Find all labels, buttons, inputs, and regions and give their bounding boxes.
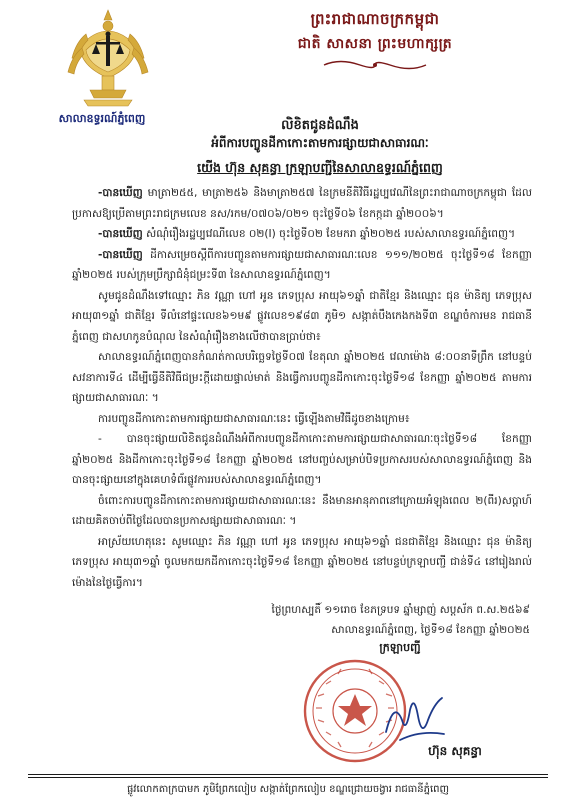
paragraph-conclusion: អាស្រ័យហេតុនេះ សូមឈ្មោះ ភិន វណ្ណា ហៅ អូន ភេទប្រុស អាយុ៦១ឆ្នាំ ជនជាតិខ្មែរ និងឈ្មោះ ជុន ម៉ានិត្យ ភេទប្រុស អាយុ៣១ឆ្នាំ ចូលមកយកដីកាកោះចុះថ្ងៃទី១៨ ខែកញ្ញា ឆ្នាំ២០២៥ នៅបន្ទប់ក្រឡាបញ្ជី ជាន់ទី៤ នៅរៀងរាល់ម៉ោងនៃថ្ងៃធ្វើការ។ (72, 535, 532, 589)
footer-divider (28, 774, 548, 775)
signer-name: ហ៊ុន សុគន្ធា (428, 744, 482, 758)
handwritten-signature (380, 690, 450, 750)
document-body (72, 183, 532, 593)
paragraph-reference-3 (72, 245, 532, 286)
reference-lead: -បានឃើញ (98, 187, 143, 199)
reference-lead: -បានឃើញ (98, 248, 143, 261)
footer-divider (28, 777, 548, 778)
paragraph-method-intro: ការបញ្ចូនដីកាកោះតាមការផ្សាយជាសាធារណៈនេះ ធ្វើឡើងតាមវិធីដូចខាងក្រោម៖ (98, 412, 410, 425)
court-name: សាលាឧទ្ធរណ៍ភ្នំពេញ (58, 112, 146, 125)
paragraph-method-detail: - បានចុះផ្សាយលិខិតជូនដំណឹងអំពីការបញ្ចូនដីកាកោះតាមការផ្សាយជាសាធារណៈចុះថ្ងៃទី១៨ ខែកញ្ញា ឆ្នាំ២០២៥ និងដីកាកោះចុះថ្ងៃទី១៨ ខែកញ្ញា ឆ្នាំ២០២៥ នៅបញ្ចប់សម្រាប់បិទប្រកាសរបស់សាលាឧទ្ធរណ៍ភ្នំពេញ និងបានចុះផ្សាយនៅក្នុងគេហទំព័រផ្លូវការរបស់សាលាឧទ្ធរណ៍ភ្នំពេញ។ (72, 433, 532, 486)
reference-text: មាត្រា២៥៥, មាត្រា២៥៦ និងមាត្រា២៥៧ នៃក្រមនីតិវិធីរដ្ឋប្បវេណីនៃព្រះរាជាណាចក្រកម្ពុជា ដែលប្រកាសឱ្យប្រើតាមព្រះរាជក្រមលេខ នស/រកម/០៧០៦/០២១ ចុះថ្ងៃទី០៦ ខែកក្កដា ឆ្នាំ២០០៦។ (72, 187, 532, 220)
paragraph-notice-parties: សូមជូនដំណឹងទៅឈ្មោះ ភិន វណ្ណា ហៅ អូន ភេទប្រុស អាយុ៦១ឆ្នាំ ជាតិខ្មែរ និងឈ្មោះ ជុន ម៉ានិត្យ ភេទប្រុស អាយុ៣១ឆ្នាំ ជាតិខ្មែរ ទីលំនៅផ្ទះលេខ៦១ម៩ ផ្លូវលេខ១៩៨៣ ភូមិ១ សង្កាត់បឹងកេងកងទី៣ ខណ្ឌចំការមន រាជធានីភ្នំពេញ ជាសហកូនបំណុល នៃសំណុំរឿងខាងលើថាបានប្រាប់ថា៖ (72, 289, 532, 343)
paragraph-reference-1 (72, 183, 532, 224)
lunar-date: ថ្ងៃព្រហស្បតិ៍ ១១រោច ខែភទ្របទ ឆ្នាំម្សាញ់ សប្តស័ក ព.ស.២៥៦៩ (271, 604, 530, 616)
reference-text: សំណុំរឿងរដ្ឋប្បវេណីលេខ ០២(I) ចុះថ្ងៃទី០២ ខែមករា ឆ្នាំ២០២៥ របស់សាលាឧទ្ធរណ៍ភ្នំពេញ។ (142, 228, 516, 240)
footer-address: ផ្លូវលោកតាក្របាមក ភូមិព្រែកលៀប សង្កាត់ព្រែកលៀប ខណ្ឌជ្រោយចង្វារ រាជធានីភ្នំពេញ (126, 784, 450, 795)
document-subtitle: អំពីការបញ្ចូនដីកាកោះតាមការផ្សាយជាសាធារណៈ (211, 136, 429, 150)
paragraph-effect: ចំពោះការបញ្ចូនដីកាកោះតាមការផ្សាយជាសាធារណៈនេះ នឹងមានអានុភាពនៅក្រោយអំឡុងពេល ២(ពីរ)សប្តាហ៍ ដោយគិតចាប់ពីថ្ងៃដែលបានប្រកាសផ្សាយជាសាធារណៈ ។ (72, 494, 532, 527)
issuer-line: យើង ហ៊ុន សុគន្ធា ក្រឡាបញ្ជីនៃសាលាឧទ្ធរណ៍ភ្នំពេញ (197, 160, 443, 175)
signer-title: ក្រឡាបញ្ជី (379, 641, 421, 654)
header-ornament (320, 58, 430, 72)
court-emblem (62, 6, 154, 110)
paragraph-hearing-date: សាលាឧទ្ធរណ៍ភ្នំពេញបានកំណត់កាលបរិច្ឆេទថ្ងៃទី០៧ ខែតុលា ឆ្នាំ២០២៥ វេលាម៉ោង ៨:០០នាទីព្រឹក នៅបន្ទប់សវនាការទី៤ ដើម្បីធ្វើនីតិវិធីជម្រះក្តីដោយផ្ទាល់មាត់ និងធ្វើការបញ្ចូនដីកាកោះចុះថ្ងៃទី១៨ ខែកញ្ញា ឆ្នាំ២០២៥ តាមការផ្សាយជាសាធារណៈ ។ (72, 351, 532, 404)
kingdom-heading: ព្រះរាជាណាចក្រកម្ពុជា (310, 10, 440, 28)
document-title: លិខិតជូនដំណឹង (281, 118, 359, 133)
paragraph-reference-2 (72, 224, 532, 245)
place-and-date: សាលាឧទ្ធរណ៍ភ្នំពេញ, ថ្ងៃទី១៨ ខែកញ្ញា ឆ្នាំ២០២៥ (331, 624, 530, 636)
national-motto: ជាតិ សាសនា ព្រះមហាក្សត្រ (297, 36, 453, 52)
reference-text: ដីកាសម្រេចស្តីពីការបញ្ចូនតាមការផ្សាយជាសាធារណៈលេខ ១១១/២០២៥ ចុះថ្ងៃទី១៨ ខែកញ្ញា ឆ្នាំ២០២៥ របស់ក្រុមប្រឹក្សាជំនុំជម្រះទី៣ នៃសាលាឧទ្ធរណ៍ភ្នំពេញ។ (72, 248, 532, 281)
reference-lead: -បានឃើញ (98, 228, 143, 240)
